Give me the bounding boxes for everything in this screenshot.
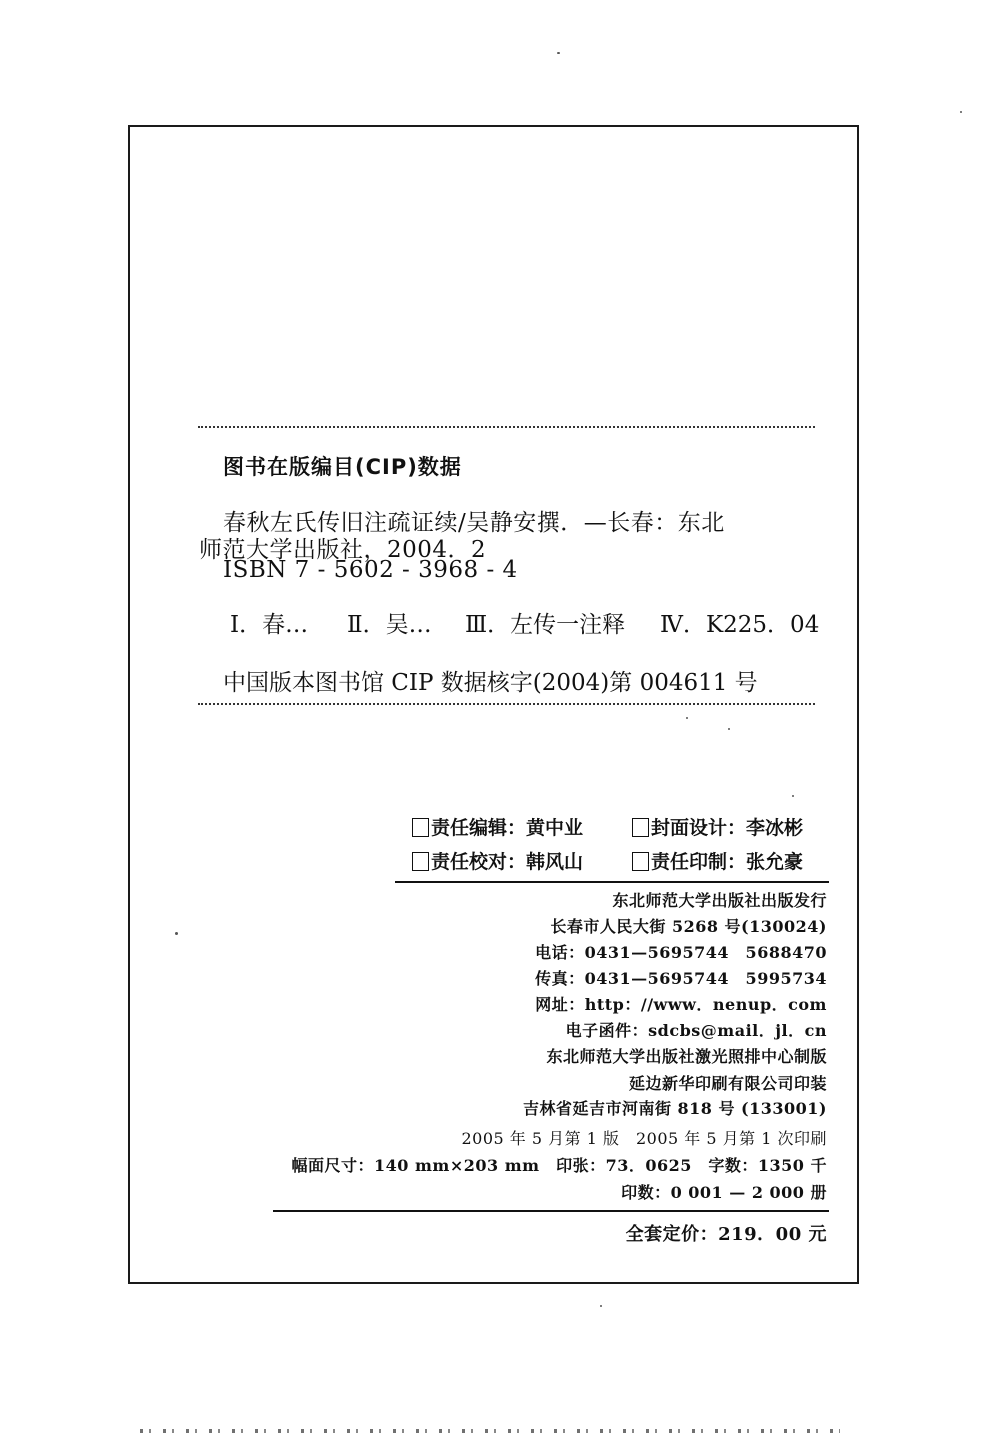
credit-cover-design: 封面设计：李冰彬 bbox=[632, 813, 803, 840]
format-specs: 幅面尺寸：140 mm×203 mm 印张：73．0625 字数：1350 千 bbox=[291, 1156, 827, 1175]
scan-speck bbox=[600, 1305, 602, 1307]
credit-editor: 责任编辑：黄中业 bbox=[412, 813, 583, 840]
top-dotted-divider bbox=[198, 426, 815, 428]
classification-2: Ⅱ．吴… bbox=[347, 612, 432, 638]
cip-title: 图书在版编目(CIP)数据 bbox=[223, 455, 462, 479]
publisher-website: 网址：http：//www．nenup．com bbox=[535, 995, 827, 1014]
scan-speck bbox=[960, 111, 962, 113]
cip-line-2: 师范大学出版社，2004．2 bbox=[199, 537, 487, 563]
scan-edge-noise bbox=[140, 1429, 840, 1433]
credit-printing-supervisor: 责任印制：张允豪 bbox=[632, 847, 803, 874]
publisher-fax: 传真：0431—5695744 5995734 bbox=[535, 969, 827, 988]
total-price: 全套定价：219．00 元 bbox=[625, 1224, 827, 1245]
checkbox-square-icon bbox=[412, 818, 429, 837]
publisher-address: 长春市人民大街 5268 号(130024) bbox=[550, 917, 827, 936]
publisher-name: 东北师范大学出版社出版发行 bbox=[612, 891, 827, 910]
printer-address: 吉林省延吉市河南街 818 号 (133001) bbox=[522, 1099, 827, 1118]
cip-isbn: ISBN 7 - 5602 - 3968 - 4 bbox=[223, 557, 518, 583]
classification-4: Ⅳ．K225．04 bbox=[660, 612, 820, 638]
printer-name: 延边新华印刷有限公司印装 bbox=[628, 1074, 827, 1093]
cip-line-1: 春秋左氏传旧注疏证续/吴静安撰．—长春：东北 bbox=[223, 510, 725, 536]
scan-speck bbox=[557, 52, 560, 54]
cip-record-number: 中国版本图书馆 CIP 数据核字(2004)第 004611 号 bbox=[223, 670, 758, 696]
typesetting-info: 东北师范大学出版社激光照排中心制版 bbox=[546, 1047, 827, 1066]
scan-speck bbox=[175, 932, 178, 935]
publisher-phone: 电话：0431—5695744 5688470 bbox=[535, 943, 827, 962]
publisher-email: 电子函件：sdcbs@mail．jl．cn bbox=[565, 1021, 827, 1040]
checkbox-square-icon bbox=[632, 818, 649, 837]
classification-3: Ⅲ．左传一注释 bbox=[465, 612, 626, 638]
bottom-dotted-divider bbox=[198, 703, 815, 705]
print-run: 印数：0 001 — 2 000 册 bbox=[621, 1183, 827, 1202]
edition-info: 2005 年 5 月第 1 版 2005 年 5 月第 1 次印刷 bbox=[461, 1129, 827, 1148]
price-top-rule bbox=[273, 1210, 829, 1212]
scan-speck bbox=[728, 728, 730, 730]
checkbox-square-icon bbox=[632, 852, 649, 871]
scan-speck bbox=[792, 795, 794, 797]
scan-speck bbox=[686, 717, 688, 719]
credit-proofreader: 责任校对：韩风山 bbox=[412, 847, 583, 874]
publisher-top-rule bbox=[395, 881, 829, 883]
checkbox-square-icon bbox=[412, 852, 429, 871]
classification-1: Ⅰ．春… bbox=[230, 612, 309, 638]
